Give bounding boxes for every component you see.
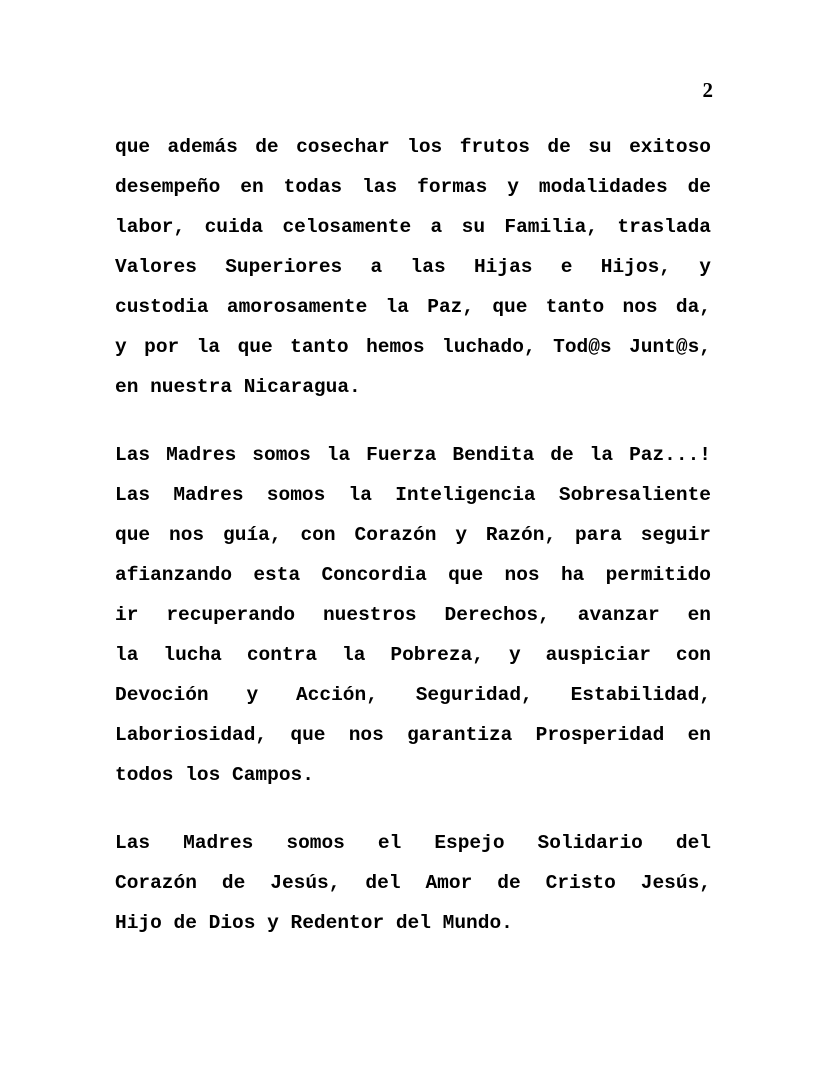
paragraph-1-line-3: labor, cuida celosamente a su Familia, traslada (115, 216, 711, 238)
paragraph-2-line-4: afianzando esta Concordia que nos ha permitido (115, 564, 711, 586)
paragraph-1-line-1: que además de cosechar los frutos de su exitoso (115, 136, 711, 158)
paragraph-2-line-2: Las Madres somos la Inteligencia Sobresaliente (115, 484, 711, 506)
paragraph-3-line-3: Hijo de Dios y Redentor del Mundo. (115, 912, 513, 934)
paragraph-1-line-4: Valores Superiores a las Hijas e Hijos, y (115, 256, 711, 278)
paragraph-2-line-8: Laboriosidad, que nos garantiza Prosperidad en (115, 724, 711, 746)
paragraph-2-line-6: la lucha contra la Pobreza, y auspiciar con (115, 644, 711, 666)
paragraph-2-line-1: Las Madres somos la Fuerza Bendita de la Paz...! (115, 444, 711, 466)
paragraph-1-line-2: desempeño en todas las formas y modalidades de (115, 176, 711, 198)
paragraph-2-line-7: Devoción y Acción, Seguridad, Estabilidad, (115, 684, 711, 706)
paragraph-2-line-9: todos los Campos. (115, 764, 314, 786)
paragraph-1-line-7: en nuestra Nicaragua. (115, 376, 361, 398)
page-number: 2 (702, 78, 713, 102)
paragraph-3-line-1: Las Madres somos el Espejo Solidario del (115, 832, 711, 854)
paragraph-2-line-3: que nos guía, con Corazón y Razón, para seguir (115, 524, 711, 546)
paragraph-2-line-5: ir recuperando nuestros Derechos, avanzar en (115, 604, 711, 626)
paragraph-3-line-2: Corazón de Jesús, del Amor de Cristo Jesús, (115, 872, 711, 894)
paragraph-1-line-6: y por la que tanto hemos luchado, Tod@s Junt@s, (115, 336, 711, 358)
paragraph-1-line-5: custodia amorosamente la Paz, que tanto nos da, (115, 296, 711, 318)
